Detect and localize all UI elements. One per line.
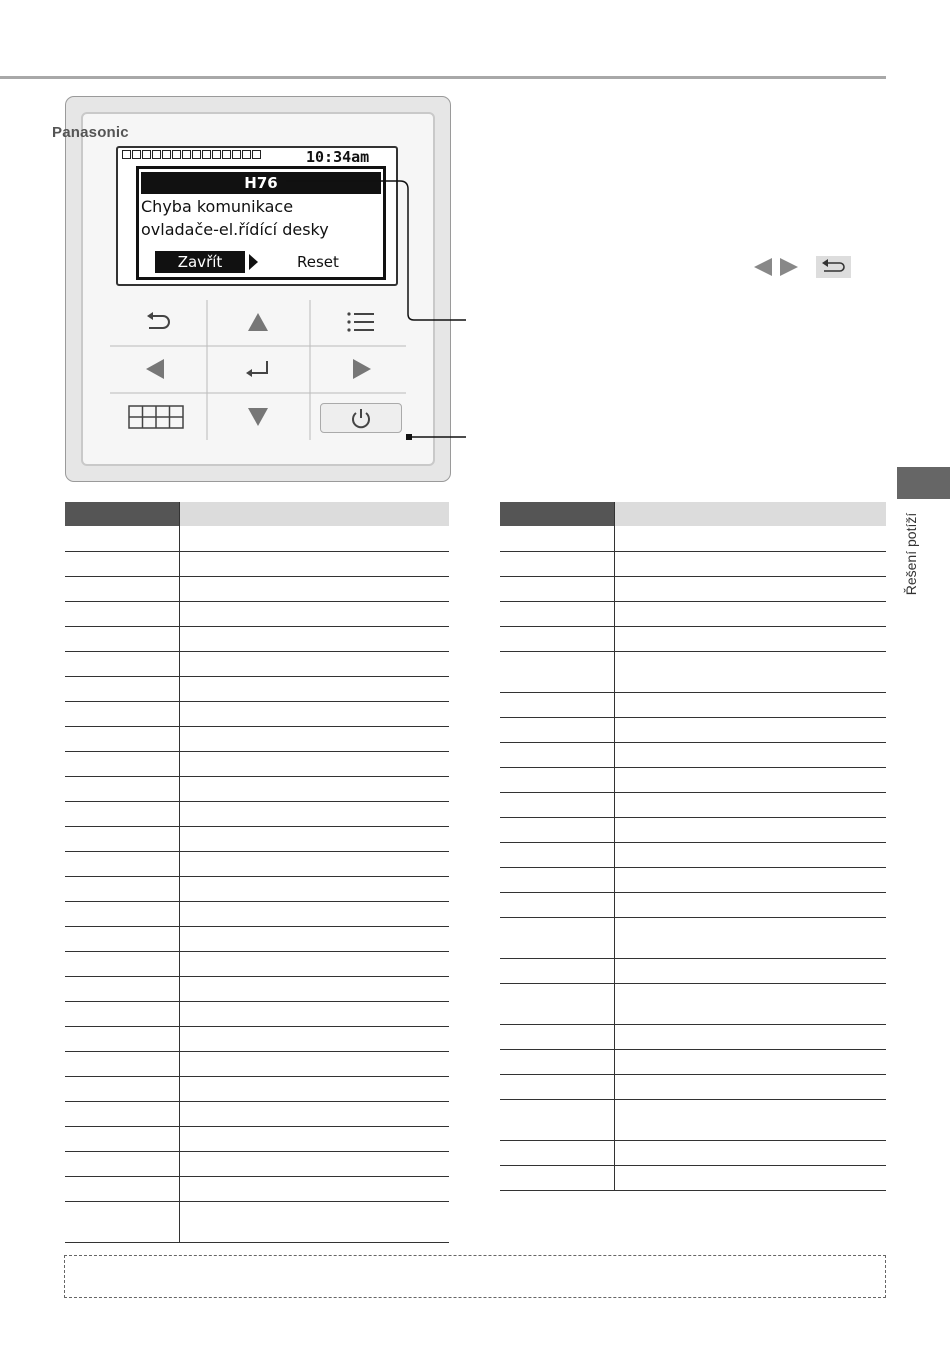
table-row (500, 842, 886, 867)
callout-lines (0, 0, 950, 500)
header-description (615, 502, 887, 526)
table-row (65, 801, 449, 826)
table-row (500, 817, 886, 842)
table-row (500, 1024, 886, 1049)
table-row (500, 1165, 886, 1190)
table-row (65, 1001, 449, 1026)
section-label: Řešení potíží (903, 512, 919, 596)
section-tab (897, 467, 950, 499)
header-code (500, 502, 615, 526)
table-header (65, 502, 449, 526)
table-row (500, 1049, 886, 1074)
note-box (64, 1255, 886, 1298)
error-table-right (500, 502, 886, 1191)
table-row (500, 983, 886, 1024)
header-description (180, 502, 450, 526)
left-arrow-icon (754, 258, 772, 276)
table-row (500, 717, 886, 742)
table-row (500, 767, 886, 792)
table-row (500, 651, 886, 692)
table-row (65, 1051, 449, 1076)
table-row (500, 1099, 886, 1140)
table-row (500, 692, 886, 717)
nav-icons (752, 256, 852, 278)
table-row (500, 1074, 886, 1099)
table-row (500, 551, 886, 576)
table-row (65, 751, 449, 776)
table-row (65, 976, 449, 1001)
reset-button[interactable]: Reset (297, 253, 339, 271)
table-row (65, 851, 449, 876)
table-row (65, 701, 449, 726)
table-row (65, 1201, 449, 1242)
table-row (500, 526, 886, 551)
table-row (65, 1151, 449, 1176)
error-message-line2: ovladače-el.řídící desky (141, 220, 329, 239)
table-row (500, 626, 886, 651)
table-row (65, 576, 449, 601)
table-row (65, 676, 449, 701)
table-row (500, 601, 886, 626)
table-row (65, 1126, 449, 1151)
table-row (500, 742, 886, 767)
close-button[interactable]: Zavřít (155, 251, 245, 273)
error-code: H76 (141, 172, 381, 194)
table-row (65, 1176, 449, 1201)
clock-display: 10:34am (306, 148, 370, 166)
table-row (65, 726, 449, 751)
table-row (500, 792, 886, 817)
table-row (65, 876, 449, 901)
table-header (500, 502, 886, 526)
table-row (65, 826, 449, 851)
table-row (500, 867, 886, 892)
table-row (65, 1076, 449, 1101)
table-row (65, 951, 449, 976)
table-row (500, 958, 886, 983)
table-row (500, 892, 886, 917)
table-row (65, 926, 449, 951)
table-row (65, 626, 449, 651)
back-icon (816, 256, 851, 278)
table-row (65, 1101, 449, 1126)
table-row (500, 1140, 886, 1165)
brand-logo: Panasonic (52, 124, 129, 141)
table-row (65, 551, 449, 576)
error-message-line1: Chyba komunikace (141, 197, 294, 216)
table-row (65, 1026, 449, 1051)
error-table-left (65, 502, 449, 1243)
table-row (65, 526, 449, 551)
table-row (500, 917, 886, 958)
table-row (500, 576, 886, 601)
table-row (65, 776, 449, 801)
right-arrow-icon (780, 258, 798, 276)
header-code (65, 502, 180, 526)
table-row (65, 901, 449, 926)
table-row (65, 601, 449, 626)
table-row (65, 651, 449, 676)
